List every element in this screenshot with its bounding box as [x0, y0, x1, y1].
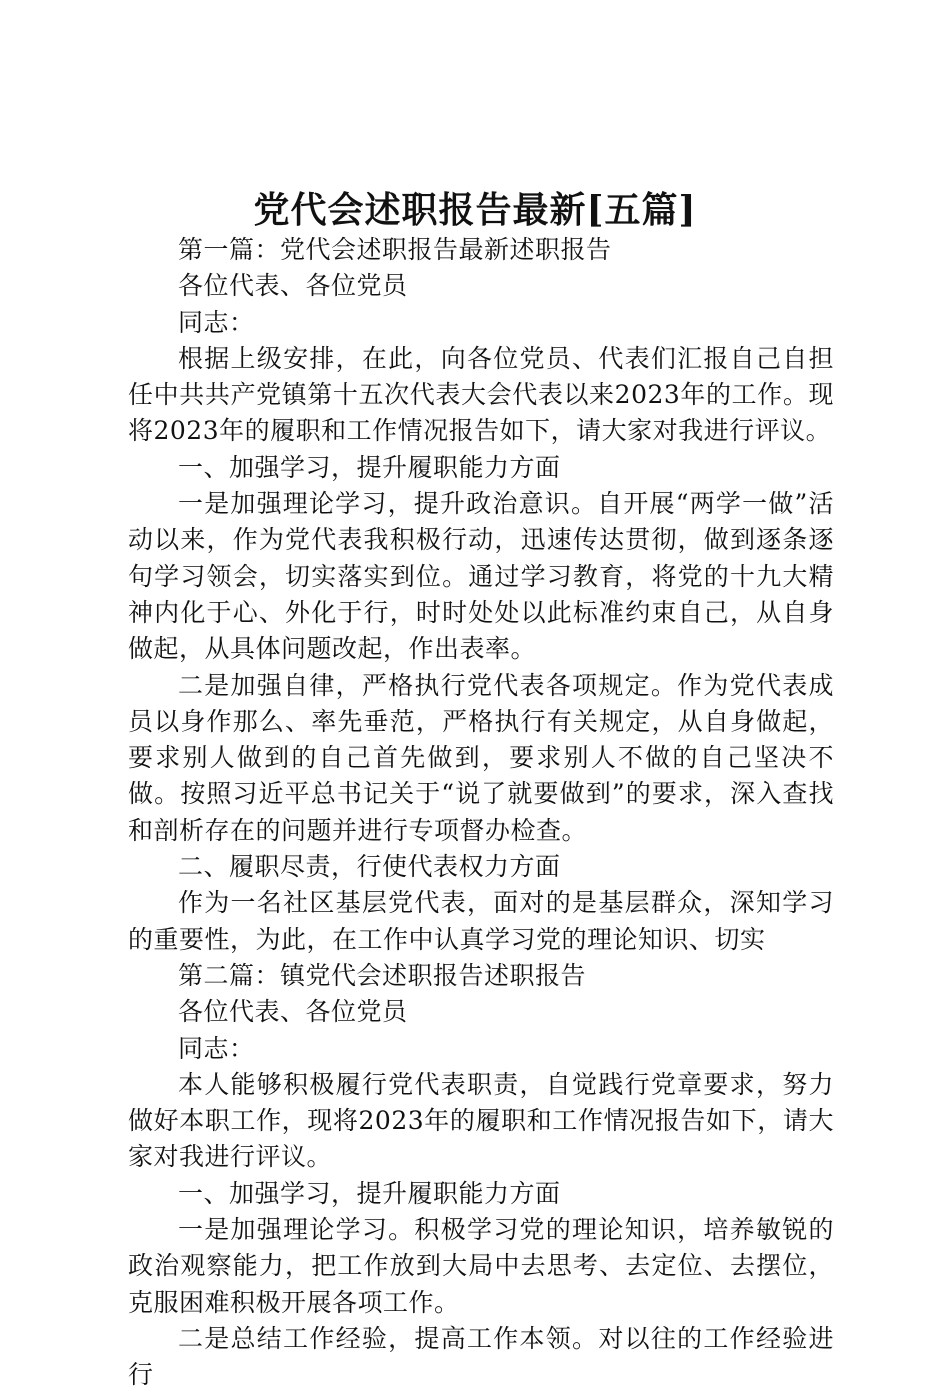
subheading: 一、加强学习，提升履职能力方面: [178, 452, 561, 482]
body-paragraph: 二是加强自律，严格执行党代表各项规定。作为党代表成员以身作那么、率先垂范，严格执行有关规定，从自身做起，要求别人做到的自己首先做到，要求别人不做的自己坚决不做。按照习近平总书记关于“说了就要做到”的要求，深入查找和剖析存在的问题并进行专项督办检查。: [128, 670, 834, 845]
document-title: 党代会述职报告最新[五篇]: [253, 189, 697, 231]
body-paragraph: 一是加强理论学习，提升政治意识。自开展“两学一做”活动以来，作为党代表我积极行动，迅速传达贯彻，做到逐条逐句学习领会，切实落实到位。通过学习教育，将党的十九大精神内化于心、外化于行，时时处处以此标准约束自己，从自身做起，从具体问题改起，作出表率。: [128, 489, 834, 664]
body-paragraph: 作为一名社区基层党代表，面对的是基层群众，深知学习的重要性，为此，在工作中认真学习党的理论知识、切实: [128, 888, 834, 954]
section-heading-part-1: 第一篇：党代会述职报告最新述职报告: [178, 235, 612, 264]
section-heading-part-2: 第二篇：镇党代会述职报告述职报告: [178, 960, 587, 990]
salutation: 各位代表、各位党员: [178, 271, 408, 301]
subheading: 二、履职尽责，行使代表权力方面: [178, 852, 561, 882]
salutation-comrades: 同志：: [178, 307, 255, 337]
body-paragraph: 二是总结工作经验，提高工作本领。对以往的工作经验进行: [128, 1323, 834, 1390]
body-paragraph: 根据上级安排，在此，向各位党员、代表们汇报自己自担任中共共产党镇第十五次代表大会代表以来2023年的工作。现将2023年的履职和工作情况报告如下，请大家对我进行评议。: [128, 343, 834, 446]
document-body: [128, 232, 834, 1394]
subheading: 一、加强学习，提升履职能力方面: [178, 1178, 561, 1208]
salutation-comrades: 同志：: [178, 1033, 255, 1063]
salutation: 各位代表、各位党员: [178, 997, 408, 1027]
body-paragraph: 本人能够积极履行党代表职责，自觉践行党章要求，努力做好本职工作，现将2023年的履职和工作情况报告如下，请大家对我进行评议。: [128, 1069, 834, 1172]
body-paragraph: 一是加强理论学习。积极学习党的理论知识，培养敏锐的政治观察能力，把工作放到大局中去思考、去定位、去摆位，克服困难积极开展各项工作。: [128, 1215, 834, 1317]
